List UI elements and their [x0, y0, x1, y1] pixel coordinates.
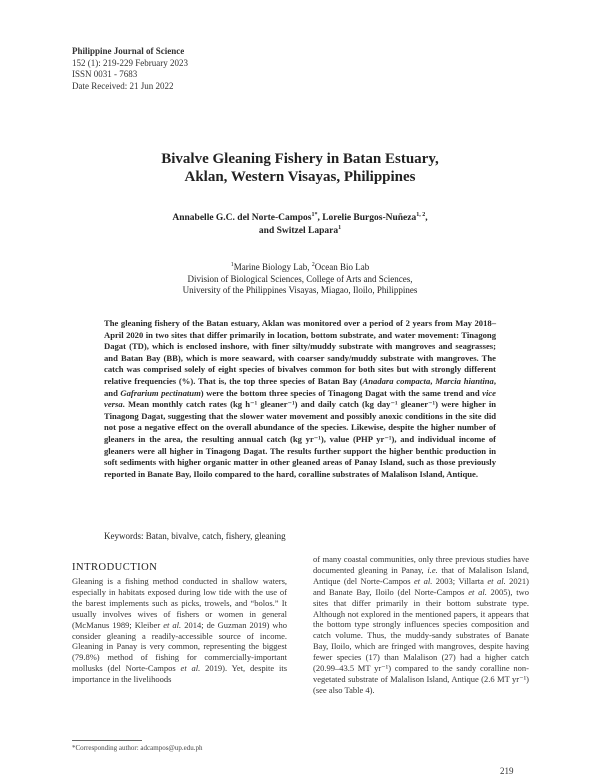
citation-etal: et al.	[163, 619, 182, 630]
left-column	[72, 562, 287, 685]
abstract-separator: , and	[104, 375, 496, 398]
author-3-sup: 1	[338, 224, 342, 231]
author-list	[100, 212, 500, 238]
affil-lab-1: Marine Biology Lab,	[233, 262, 312, 272]
journal-volume: 152 (1): 219-229 February 2023	[72, 57, 188, 68]
author-separator: ,	[425, 213, 428, 223]
body-text: Gleaning is a fishing method conducted in shallow waters, especially in habitats exposed during low tide with the use of the barest implements such as picks, trowels, and “bolos.” It usually involves wives of fishers or women in general (McManus 1989; Kleiber	[72, 576, 287, 630]
section-heading: INTRODUCTION	[72, 562, 158, 573]
paper-title	[60, 150, 540, 186]
author-2: Lorelie Burgos-Nuñeza	[322, 213, 417, 223]
body-text: of many coastal communities, only three previous studies have documented gleaning in Panay,	[313, 554, 529, 575]
citation-etal: et al.	[468, 586, 487, 597]
title-line-2: Aklan, Western Visayas, Philippines	[184, 169, 416, 185]
journal-header	[72, 46, 188, 92]
affil-lab-2: Ocean Bio Lab	[314, 262, 370, 272]
author-3: Switzel Lapara	[276, 226, 339, 236]
body-italic: i.e.	[427, 564, 438, 575]
abstract-separator: ,	[430, 375, 436, 386]
citation-etal: et al.	[487, 575, 506, 586]
citation-etal: et al.	[414, 575, 433, 586]
species-name: Anadara compacta	[362, 375, 431, 386]
abstract	[104, 318, 496, 480]
title-line-1: Bivalve Gleaning Fishery in Batan Estuary,	[161, 151, 439, 167]
intro-paragraph-left	[72, 576, 287, 685]
author-separator: ,	[317, 213, 323, 223]
author-2-sup: 1, 2	[416, 211, 426, 218]
body-text: 2014; de Guzman 2019) who consider gleaning a readily-accessible source of income. Gleaning in Panay is very common, representing the biggest (79.8%) method of fishing for commercially-important mollusks (del Norte-Campos	[72, 619, 287, 674]
abstract-italic: vice versa	[104, 387, 496, 410]
citation-etal: et al.	[180, 663, 201, 674]
abstract-text-2: ) were the bottom three species of Tinagong Dagat with the same trend and	[200, 387, 483, 398]
affil-division: Division of Biological Sciences, College of Arts and Sciences,	[187, 273, 413, 284]
species-name: Gafrarium pectinatum	[120, 387, 201, 398]
body-text: 2021) and Banate Bay, Iloilo (del Norte-Campos	[313, 575, 529, 597]
body-text: 2003; Villarta	[432, 575, 488, 586]
body-text: 2019). Yet, despite its importance in the livelihoods	[72, 663, 288, 685]
corresponding-author-footnote: *Corresponding author: adcampos@up.edu.ph	[72, 744, 203, 752]
author-1: Annabelle G.C. del Norte-Campos	[172, 213, 312, 223]
keywords: Keywords: Batan, bivalve, catch, fishery, gleaning	[104, 531, 286, 541]
body-text: that of Malalison Island, Antique (del Norte-Campos	[313, 564, 529, 586]
footnote-rule	[72, 740, 142, 741]
abstract-text-3: . Mean monthly catch rates (kg h⁻¹ gleaner⁻¹) and daily catch (kg day⁻¹ gleaner⁻¹) were higher in Tinagong Dagat, suggesting that the slower water movement and possibly anoxic conditions in the site did not pose a negative effect on the overall abundance of the species. Likewise, despite the higher number of gleaners in the area, the resulting annual catch (kg yr⁻¹), value (PHP yr⁻¹), and individual income of gleaners were all higher in Tinagong Dagat. The results further support the higher benthic production in soft sediments with higher organic matter in other gleaned areas of Panay Island, such as those previously reported in Banate Bay, Iloilo compared to the hard, coralline substrates of Malalison Island, Antique.	[104, 399, 496, 479]
abstract-text-1: The gleaning fishery of the Batan estuary, Aklan was monitored over a period of 2 years from May 2018–April 2020 in two sites that differ primarily in location, bottom substrate, and water movement: Tinagong Dagat (TD), which is enclosed inshore, with finer silty/muddy substrate with mangroves and seagrasses; and Batan Bay (BB), which is more seaward, with coarser sandy/muddy substrate with mangroves. The catch was comprised solely of eight species of bivalves common for both sites but with strongly different relative frequencies (%). That is, the top three species of Batan Bay (	[104, 318, 496, 386]
author-conjunction: and	[258, 226, 277, 236]
date-received: Date Received: 21 Jun 2022	[72, 80, 174, 91]
affil-sup-1: 1	[230, 262, 234, 268]
species-name: Marcia hiantina	[435, 375, 494, 386]
right-column	[313, 554, 529, 696]
affil-university: University of the Philippines Visayas, Miagao, Iloilo, Philippines	[182, 285, 418, 295]
author-1-sup: 1*	[311, 211, 318, 218]
affil-sup-2: 2	[311, 262, 315, 268]
page-number: 219	[500, 766, 514, 776]
intro-paragraph-right	[313, 554, 529, 696]
affiliation	[100, 262, 500, 297]
journal-name: Philippine Journal of Science	[72, 46, 185, 56]
body-text: 2005), two sites that differ primarily in their bottom substrate type. Although not explored in the mentioned papers, it appears that the bottom type strongly influences species composition and catch volume. Thus, the muddy-sandy substrates of Banate Bay, Iloilo, which are fringed with mangroves, despite having fewer species (17) than Malalison (27) had a higher catch (20.99–43.5 MT yr⁻¹) compared to the sandy coralline non-vegetated substrate of Malalison Island, Antique (2.6 MT yr⁻¹) (see also Table 4).	[313, 586, 529, 695]
journal-issn: ISSN 0031 - 7683	[72, 69, 138, 79]
